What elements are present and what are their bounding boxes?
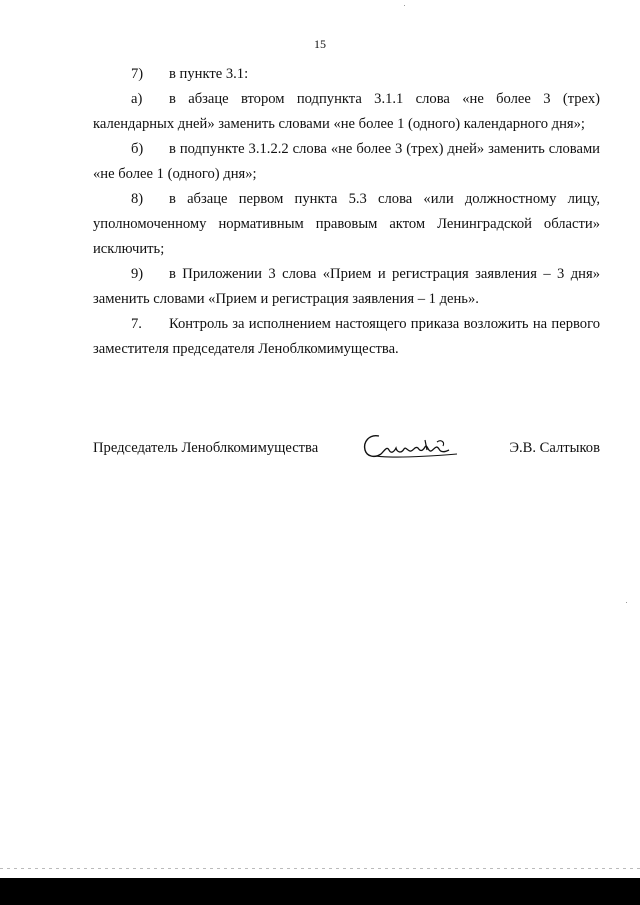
list-item bbox=[93, 312, 600, 362]
handwritten-signature bbox=[361, 430, 461, 464]
item-number: б) bbox=[131, 141, 144, 157]
item-text: в абзаце втором подпункта 3.1.1 слова «не более 3 (трех) календарных дней» заменить словами «не более 1 (одного) календарного дня»; bbox=[93, 91, 600, 132]
list-item bbox=[93, 137, 600, 187]
item-text: в абзаце первом пункта 5.3 слова «или должностному лицу, уполномоченному нормативным правовым актом Ленинградской области» исключить; bbox=[93, 191, 600, 257]
list-item bbox=[93, 262, 600, 312]
document-body bbox=[93, 62, 600, 362]
item-text: в пункте 3.1: bbox=[169, 66, 249, 82]
item-text: в подпункте 3.1.2.2 слова «не более 3 (трех) дней» заменить словами «не более 1 (одного) дня»; bbox=[93, 141, 600, 182]
list-item bbox=[93, 87, 600, 137]
item-number: 9) bbox=[131, 266, 144, 282]
item-number: а) bbox=[131, 91, 143, 107]
item-number: 8) bbox=[131, 191, 144, 207]
signatory-name: Э.В. Салтыков bbox=[509, 440, 600, 456]
item-text: в Приложении 3 слова «Прием и регистрация заявления – 3 дня» заменить словами «Прием и регистрация заявления – 1 день». bbox=[93, 266, 600, 307]
scan-speck bbox=[626, 602, 627, 603]
scan-edge-line bbox=[0, 868, 640, 869]
page-number: 15 bbox=[314, 37, 326, 51]
item-text: Контроль за исполнением настоящего приказа возложить на первого заместителя председателя Леноблкомимущества. bbox=[93, 316, 600, 357]
signature-block bbox=[93, 440, 600, 470]
signatory-title: Председатель Леноблкомимущества bbox=[93, 440, 319, 456]
item-number: 7) bbox=[131, 66, 144, 82]
scan-speck bbox=[404, 5, 405, 6]
scan-bottom-band bbox=[0, 878, 640, 905]
item-number: 7. bbox=[131, 316, 142, 332]
list-item bbox=[93, 187, 600, 262]
list-item bbox=[93, 62, 600, 87]
